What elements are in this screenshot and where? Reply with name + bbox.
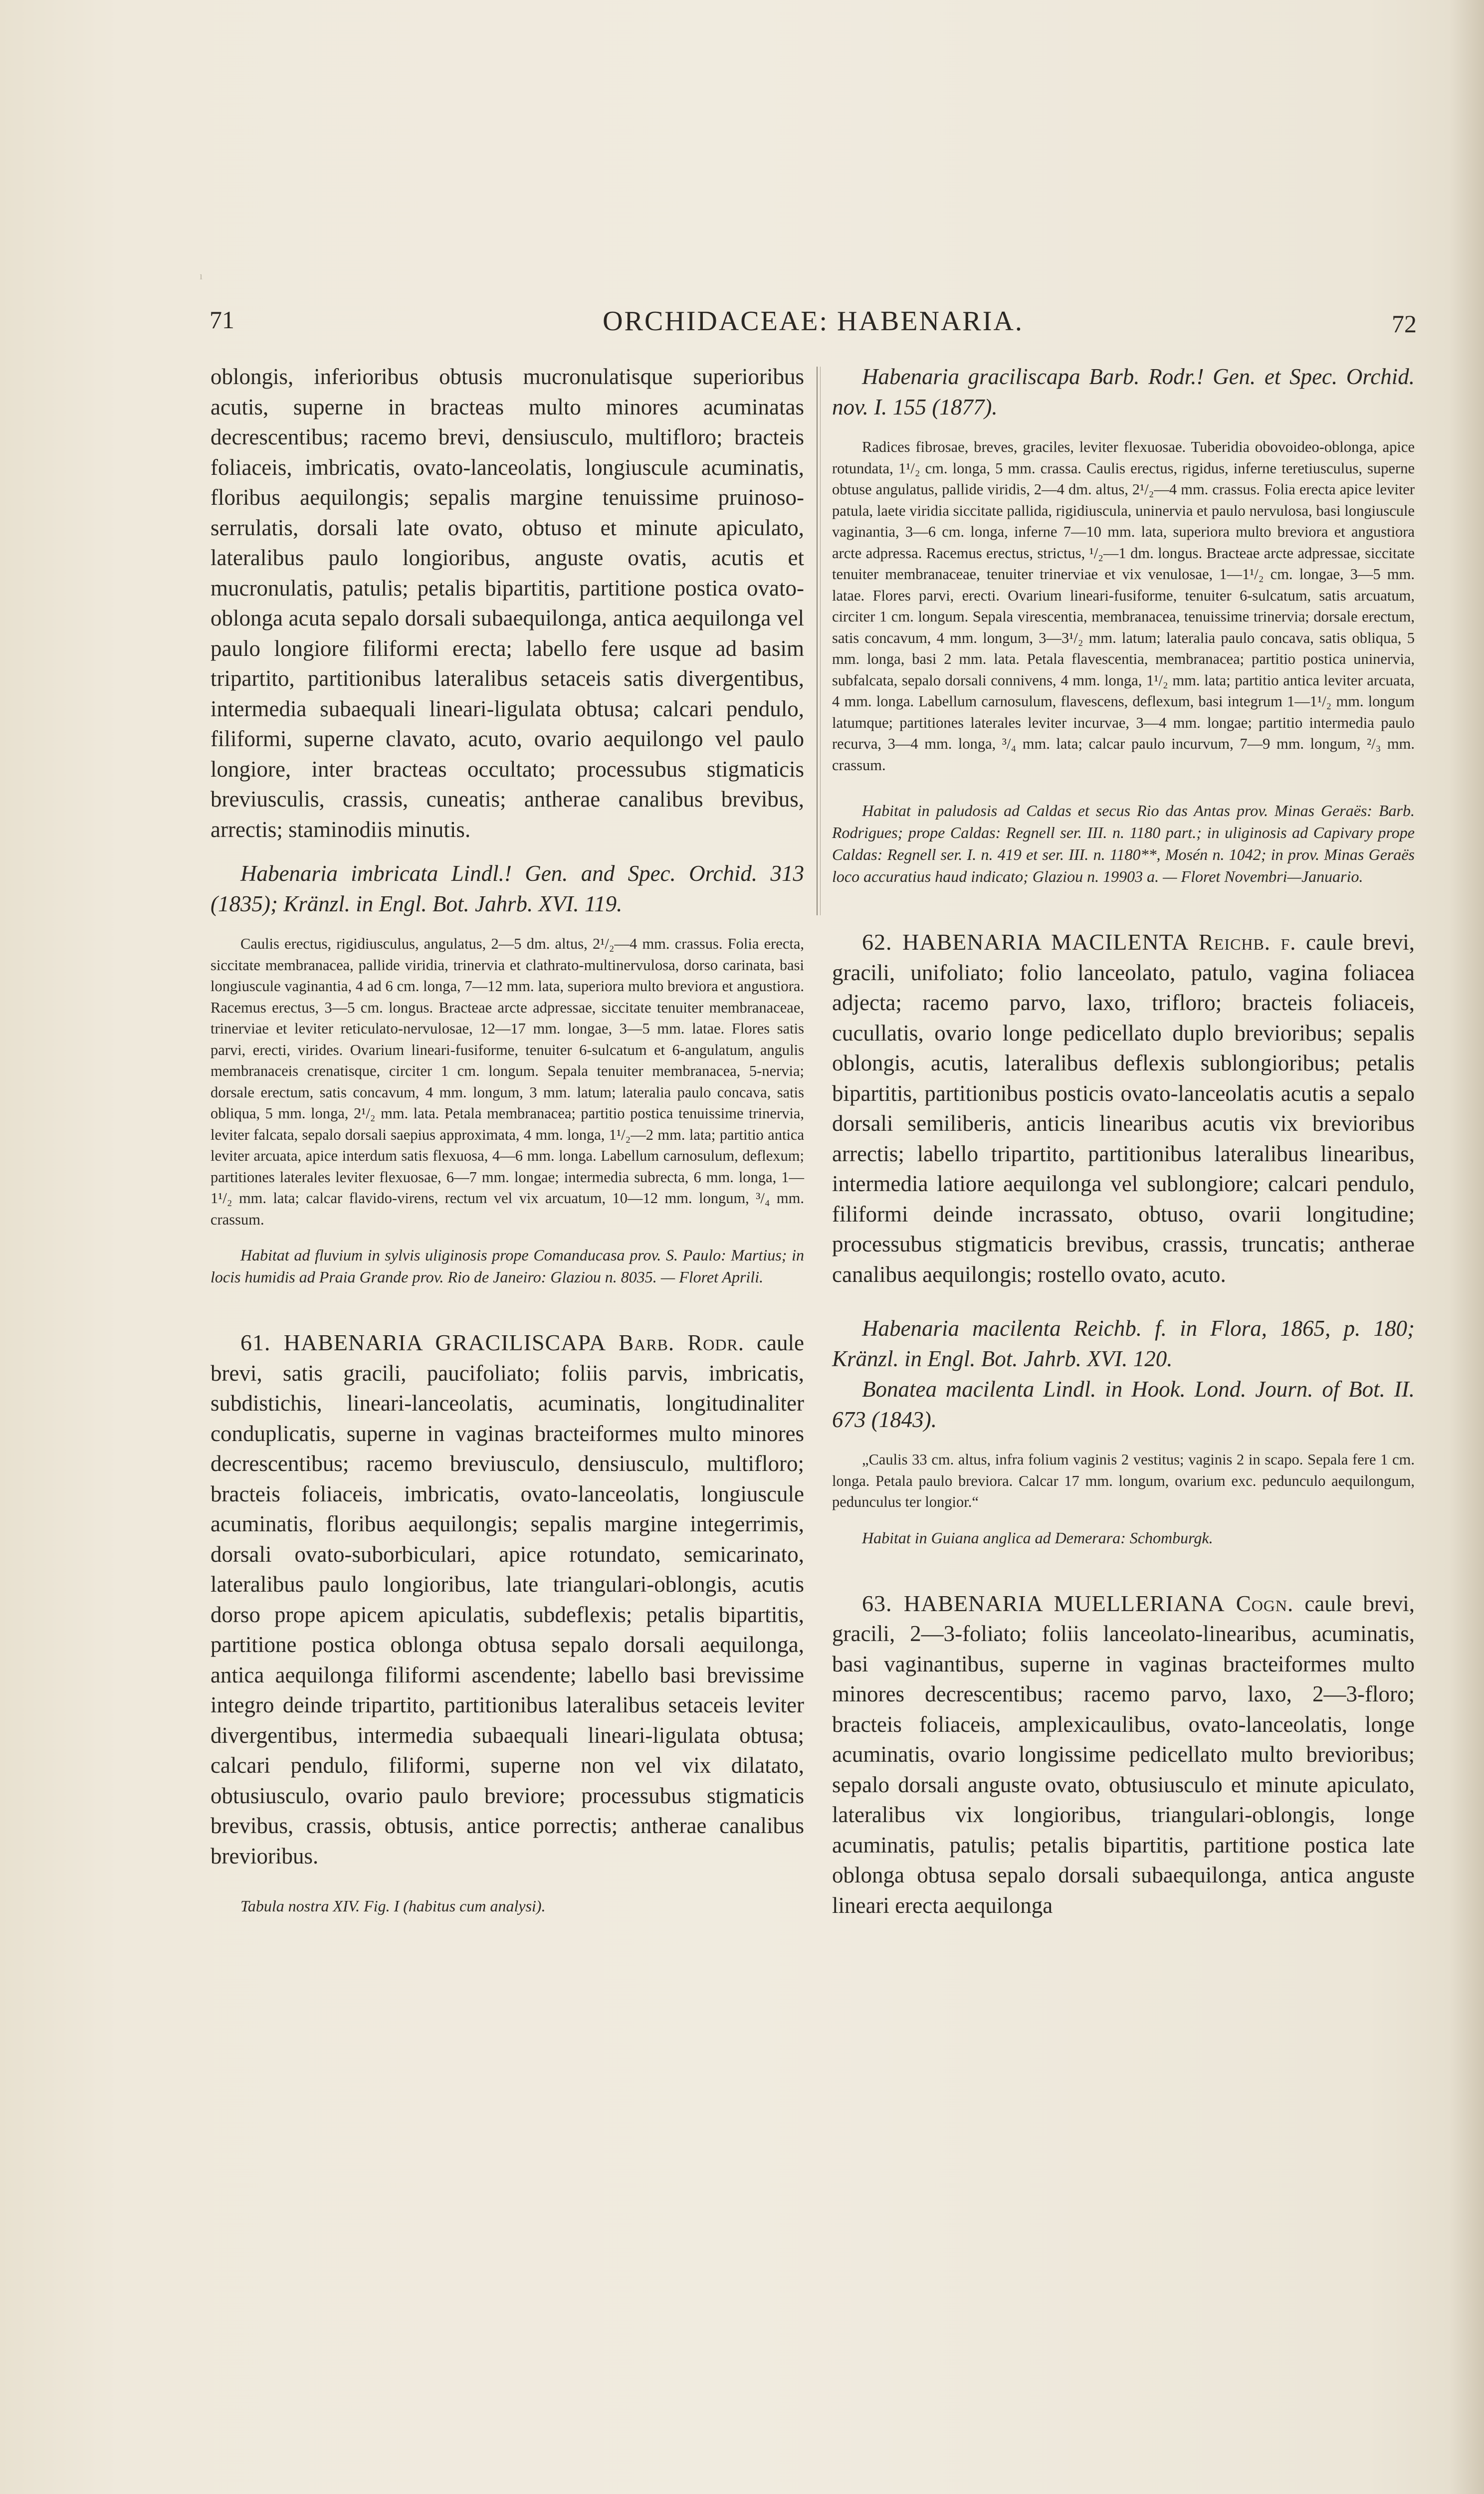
quote-macilenta: „Caulis 33 cm. altus, infra folium vaginis 2 vestitus; vaginis 2 in scapo. Sepala fere 1 cm. longa. Petala paulo breviora. Calcar 17 mm. longum, ovarium exc. pedunculo aequilongum, pedunculus ter longior.“ [832,1451,1415,1510]
habitat-imbricata: Habitat ad fluvium in sylvis uliginosis prope Comanducasa prov. S. Paulo: Martius; in locis humidis ad Praia Grande prov. Rio de Janeiro: Glaziou n. 8035. — Floret Aprili. [211,1246,804,1286]
page-header [210,305,1417,350]
citation-graciliscapa: Habenaria graciliscapa Barb. Rodr.! Gen. et Spec. Orchid. nov. I. 155 (1877). [832,364,1415,419]
habitat-macilenta: Habitat in Guiana anglica ad Demerara: Schomburgk. [862,1528,1213,1547]
species-61-author: Barb. Rodr. [619,1330,745,1355]
species-63-heading: 63. HABENARIA MUELLERIANA [862,1590,1225,1616]
species-63-entry [832,1589,1415,1921]
species-62-diagnosis: caule brevi, gracili, unifoliato; folio lanceolato, patulo, vagina foliacea adjecta; racemo parvo, laxo, trifloro; bracteis foliaceis, cucullatis, ovario longe pedicellato duplo brevioribus; sepalis oblongis, acutis, lateralibus deflexis sublongioribus; petalis bipartitis, partitionibus posticis ovato-lanceolatis acutis a sepalo dorsali semiliberis, anticis linearibus acutis vix brevioribus arrectis; labello tripartito, partitionibus lateralibus linearibus, intermedia latiore aequilonga vel sublongiore; calcari pendulo, filiformi deinde incrassato, obtuso, ovarii longitudine; processubus stigmaticis brevibus, crassis, truncatis; antherae canalibus aequilongis; rostello ovato, acuto. [832,930,1415,1287]
species-63-author: Cogn. [1236,1591,1294,1616]
left-column [211,362,804,1917]
species-61-heading: 61. HABENARIA GRACILISCAPA [240,1330,607,1355]
species-62-entry [832,927,1415,1289]
right-column [832,362,1415,1920]
citation-imbricata: Habenaria imbricata Lindl.! Gen. and Spec. Orchid. 313 (1835); Kränzl. in Engl. Bot. Jahrb. XVI. 119. [211,861,804,916]
species-63-diagnosis: caule brevi, gracili, 2—3-foliato; foliis lanceolato-linearibus, acuminatis, basi vaginantibus, superne in vaginas bracteiformes multo minores decrescentibus; racemo parvo, laxo, 2—3-floro; bracteis foliaceis, amplexicaulibus, ovato-lanceolatis, longe acuminatis, ovario longissime pedicellato multo brevioribus; sepalo dorsali anguste ovato, obtusiusculo et minute apiculato, lateralibus vix longioribus, triangulari-oblongis, longe acuminatis, patulis; petalis bipartitis, partitione postica late oblonga obtusa sepalo dorsali subaequilonga, antica anguste lineari erecta aequilonga [832,1591,1415,1918]
detailed-description-graciliscapa: Radices fibrosae, breves, graciles, leviter flexuosae. Tuberidia obovoideo-oblonga, apice rotundata, 1¹/₂ cm. longa, 5 mm. crassa. Caulis erectus, rigidus, inferne teretiusculus, superne obtuse angulatus, pallide viridis, 2—4 dm. altus, 2¹/₂—4 mm. crassus. Folia erecta apice leviter patula, laete viridia siccitate pallida, rigidiuscula, uninervia et paulo nervulosa, basi longiuscule vaginantia, 3—6 cm. longa, inferne 7—10 mm. lata, superiora multo breviora et angustiora arcte adpressa. Racemus erectus, strictus, ¹/₂—1 dm. longus. Bracteae arcte adpressae, siccitate tenuiter membranaceae, tenuiter trinerviae et vix venulosae, 1—1¹/₂ cm. longae, 3—5 mm. latae. Flores parvi, erecti. Ovarium lineari-fusiforme, tenuiter 6-sulcatum, satis arcuatum, circiter 1 cm. longum. Sepala virescentia, membranacea, tenuissime trinervia; dorsale erectum, satis concavum, 4 mm. longum, 3—3¹/₂ mm. latum; lateralia paulo concava, satis obliqua, 5 mm. longa, basi 2 mm. lata. Petala flavescentia, membranacea; partitio postica uninervia, subfalcata, sepalo dorsali connivens, 4 mm. longa, 1¹/₂ mm. lata; partitio antica leviter arcuata, 4 mm. longa. Labellum carnosulum, flavescens, deflexum, basi integrum 1—1¹/₂ mm. longum latumque; partitiones laterales leviter incurvae, 3—4 mm. longae; partitio intermedia paulo recurva, 3—4 mm. longa, ³/₄ mm. lata; calcar paulo incurvum, 7—9 mm. longum, ²/₃ mm. crassum. [832,438,1415,774]
species-61-diagnosis: caule brevi, satis gracili, paucifoliato; foliis parvis, imbricatis, subdistichis, lineari-lanceolatis, acuminatis, longitudinaliter conduplicatis, superne in vaginas bracteiformes multo minores decrescentibus; racemo breviusculo, densiusculo, multifloro; bracteis foliaceis, imbricatis, ovato-lanceolatis, longiuscule acuminatis, floribus aequilongis; sepalis margine integerrimis, dorsali ovato-suborbiculari, apice rotundato, semicarinato, lateralibus paulo longioribus, late triangulari-oblongis, acutis dorso prope apicem apiculatis, subdeflexis; petalis bipartitis, partitione postica oblonga obtusa sepalo dorsali aequilonga, antica aequilonga filiformi ascendente; labello basi brevissime integro deinde tripartito, partitionibus lateralibus setaceis leviter divergentibus, intermedia subaequali lineari-ligulata obtusa; calcari pendulo, filiformi, superne non vel vix dilatato, obtusiusculo, ovario paulo breviore; processubus stigmaticis brevibus, crassis, obtusis, antice porrectis; antherae canalibus brevioribus. [211,1330,804,1869]
citation-macilenta: Habenaria macilenta Reichb. f. in Flora, 1865, p. 180; Kränzl. in Engl. Bot. Jahrb. XVI. 120. [832,1316,1415,1371]
running-title: ORCHIDACEAE: HABENARIA. [603,306,1024,337]
species-62-heading: 62. HABENARIA MACILENTA [862,929,1189,955]
page-number-right: 72 [1392,310,1417,338]
species-62-author: Reichb. f. [1198,930,1296,955]
page-number-left: 71 [210,306,234,334]
plate-reference: Tabula nostra XIV. Fig. I (habitus cum analysi). [240,1897,546,1915]
species-61-entry [211,1328,804,1871]
page-edge-shadow [1449,0,1484,2494]
column-divider [817,367,818,915]
detailed-description-imbricata: Caulis erectus, rigidiusculus, angulatus, 2—5 dm. altus, 2¹/₂—4 mm. crassus. Folia erecta, siccitate membranacea, pallide viridia, trinervia et clathrato-multinervulosa, dorso carinata, basi longiuscule vaginantia, 4 ad 6 cm. longa, 7—12 mm. lata, superiora multo breviora et angustiora. Racemus erectus, 3—5 cm. longus. Bracteae arcte adpressae, siccitate tenuiter membranaceae, trinerviae et leviter reticulato-nervulosae, 12—17 mm. longae, 3—5 mm. latae. Flores satis parvi, erecti, virides. Ovarium lineari-fusiforme, tenuiter 6-sulcatum et 6-angulatum, angulis membranaceis crenatisque, circiter 1 cm. longum. Sepala tenuiter membranacea, 5-nervia; dorsale erectum, satis concavum, 4 mm. longum, 3 mm. latum; lateralia paulo concava, satis obliqua, 5 mm. longa, 2¹/₂ mm. lata. Petala membranacea; partitio postica tenuissime trinervia, leviter falcata, sepalo dorsali saepius approximata, 4 mm. longa, 1¹/₂—2 mm. lata; partitio antica leviter arcuata, apice interdum satis flexuosa, 4—6 mm. longa. Labellum carnosulum, deflexum; partitiones laterales leviter flexuosae, 6—7 mm. longae; intermedia subrecta, 6 mm. longa, 1—1¹/₂ mm. lata; calcar flavido-virens, rectum vel vix arcuatum, 10—12 mm. longum, ³/₄ mm. crassum. [211,935,804,1228]
paper-mark: ı [200,269,203,282]
citation-bonatea: Bonatea macilenta Lindl. in Hook. Lond. Journ. of Bot. II. 673 (1843). [832,1377,1415,1432]
description-continued: oblongis, inferioribus obtusis mucronulatisque superioribus acutis, superne in bracteas multo minores acuminatas decrescentibus; racemo brevi, densiusculo, multifloro; bracteis foliaceis, imbricatis, ovato-lanceolatis, longiuscule acuminatis, floribus aequilongis; sepalis margine tenuissime pruinoso-serrulatis, dorsali late ovato, obtuso et minute apiculato, lateralibus paulo longioribus, anguste ovatis, acutis et mucronulatis, patulis; petalis bipartitis, partitione postica ovato-oblonga acuta sepalo dorsali subaequilonga, antica aequilonga vel paulo longiore filiformi erecta; labello fere usque ad basim tripartito, partitionibus lateralibus setaceis satis divergentibus, intermedia subaequali lineari-ligulata obtusa; calcari pendulo, filiformi, superne clavato, acuto, ovario aequilongo vel paulo longiore, inter bracteas occultato; processubus stigmaticis breviusculis, crassis, cuneatis; antherae canalibus brevibus, arrectis; staminodiis minutis. [211,364,804,842]
habitat-graciliscapa: Habitat in paludosis ad Caldas et secus Rio das Antas prov. Minas Geraës: Barb. Rodrigues; prope Caldas: Regnell ser. III. n. 1180 part.; in uliginosis ad Capivary prope Caldas: Regnell ser. I. n. 419 et ser. III. n. 1180**, Mosén n. 1042; in prov. Minas Geraës loco accuratius haud indicato; Glaziou n. 19903 a. — Floret Novembri—Januario. [832,802,1415,885]
column-divider-inner [820,367,821,915]
